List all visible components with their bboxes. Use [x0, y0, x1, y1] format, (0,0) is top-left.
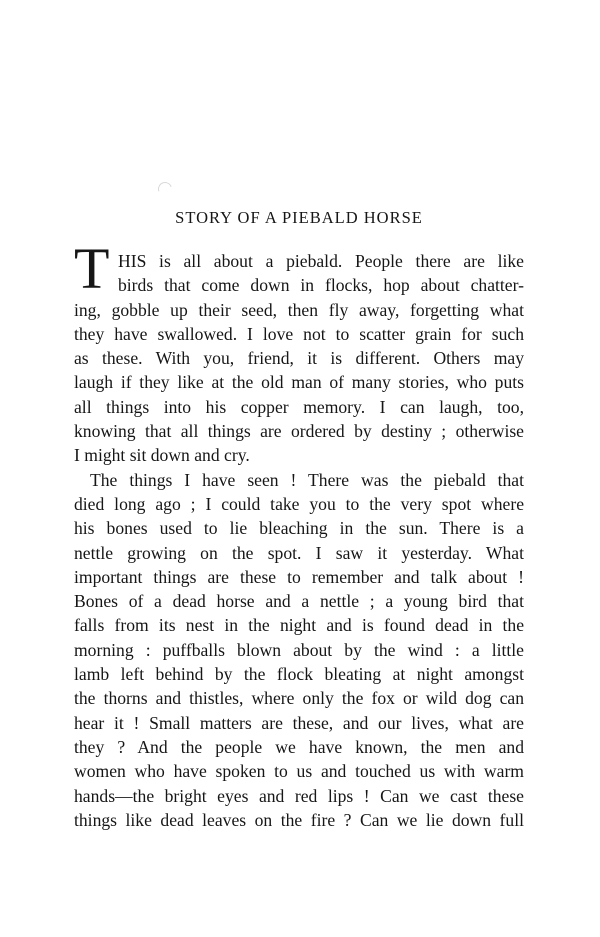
text-line: birds that come down in flocks, hop about chatter-: [118, 275, 524, 296]
text-line: all things into his copper memory. I can laugh, too,: [74, 396, 524, 417]
text-line: HIS is all about a piebald. People there are like: [118, 251, 524, 271]
text-line: ing, gobble up their seed, then fly away, forgetting what: [74, 299, 524, 320]
text-line: Bones of a dead horse and a nettle ; a young bird that: [74, 591, 524, 612]
paragraph: [74, 468, 524, 832]
text-line: things like dead leaves on the fire ? Can we lie down full: [74, 809, 524, 830]
text-line: lamb left behind by the flock bleating at night amongst: [74, 664, 524, 685]
text-line: knowing that all things are ordered by destiny ; otherwise: [74, 421, 524, 442]
drop-cap: T: [74, 236, 110, 301]
text-line: women who have spoken to us and touched us with warm: [74, 761, 524, 782]
chapter-title: STORY OF A PIEBALD HORSE: [175, 208, 423, 227]
text-line: laugh if they like at the old man of many stories, who puts: [74, 372, 524, 393]
text-line: his bones used to lie bleaching in the sun. There is a: [74, 518, 524, 539]
text-line: hear it ! Small matters are these, and our lives, what are: [74, 712, 524, 733]
text-line: nettle growing on the spot. I saw it yesterday. What: [74, 542, 524, 563]
text-line: the thorns and thistles, where only the fox or wild dog can: [74, 688, 524, 709]
paragraph: [74, 249, 524, 468]
paper-blemish: [156, 180, 175, 199]
text-line: they have swallowed. I love not to scatter grain for such: [74, 323, 524, 344]
text-line: I might sit down and cry.: [74, 445, 250, 466]
text-line: falls from its nest in the night and is found dead in the: [74, 615, 524, 636]
text-line: The things I have seen ! There was the piebald that: [90, 469, 524, 490]
text-line: morning : puffballs blown about by the wind : a little: [74, 639, 524, 660]
text-line: they ? And the people we have known, the men and: [74, 736, 524, 757]
text-line: hands—the bright eyes and red lips ! Can we cast these: [74, 785, 524, 806]
body-text: [74, 249, 524, 832]
text-line: as these. With you, friend, it is different. Others may: [74, 348, 524, 369]
text-line: died long ago ; I could take you to the very spot where: [74, 493, 524, 514]
text-line: important things are these to remember and talk about !: [74, 566, 524, 587]
